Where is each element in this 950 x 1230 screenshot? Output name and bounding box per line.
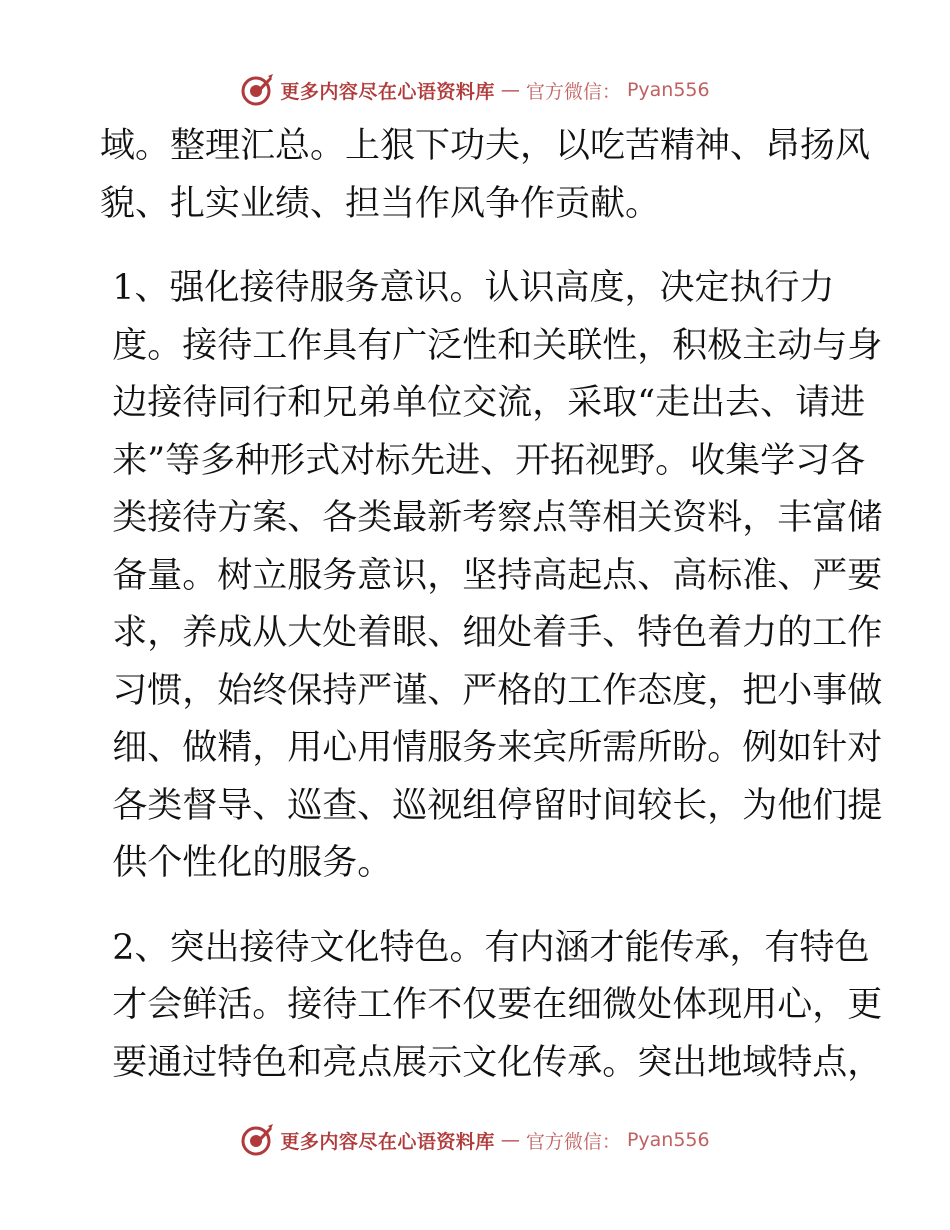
banner-wechat-label: 官方微信： bbox=[525, 80, 621, 103]
text-line: 边接待同行和兄弟单位交流，采取“走出去、请进 bbox=[112, 383, 866, 423]
paragraph-item-2 bbox=[100, 920, 883, 1093]
banner-main-text: 更多内容尽在心语资料库 bbox=[280, 80, 495, 103]
paragraph-item-1 bbox=[100, 260, 883, 893]
header-banner bbox=[0, 70, 950, 110]
banner-main-text: 更多内容尽在心语资料库 bbox=[280, 1130, 495, 1153]
banner-dash: — bbox=[500, 79, 520, 101]
text-line: 才会鲜活。接待工作不仅要在细微处体现用心，更 bbox=[112, 985, 883, 1025]
banner-wechat-id: Pyan556 bbox=[626, 79, 710, 101]
text-line: 备量。树立服务意识，坚持高起点、高标准、严要 bbox=[112, 555, 883, 596]
text-line: 域。整理汇总。上狠下功夫，以吃苦精神、昂扬风 bbox=[100, 126, 871, 166]
banner-dash: — bbox=[500, 1129, 520, 1151]
text-line: 度。接待工作具有广泛性和关联性，积极主动与身 bbox=[112, 325, 883, 366]
text-line: 各类督导、巡查、巡视组停留时间较长，为他们提 bbox=[112, 785, 883, 826]
quill-logo-icon bbox=[240, 1123, 274, 1157]
quill-logo-icon bbox=[240, 73, 274, 107]
text-line: 类接待方案、各类最新考察点等相关资料，丰富储 bbox=[112, 498, 883, 538]
body-text bbox=[100, 118, 883, 1092]
text-line: 细、做精，用心用情服务来宾所需所盼。例如针对 bbox=[112, 728, 883, 768]
text-line: 来”等多种形式对标先进、开拓视野。收集学习各 bbox=[112, 440, 866, 481]
text-line: 要通过特色和亮点展示文化传承。突出地域特点， bbox=[112, 1042, 883, 1083]
text-line: 求，养成从大处着眼、细处着手、特色着力的工作 bbox=[112, 613, 883, 653]
text-line: 习惯，始终保持严谨、严格的工作态度，把小事做 bbox=[112, 670, 883, 711]
text-line: 供个性化的服务。 bbox=[112, 843, 393, 883]
footer-banner bbox=[0, 1120, 950, 1160]
paragraph-intro bbox=[100, 118, 871, 233]
text-line: 1、强化接待服务意识。认识高度，决定执行力 bbox=[112, 268, 835, 308]
banner-wechat-id: Pyan556 bbox=[626, 1129, 710, 1151]
text-line: 2、突出接待文化特色。有内涵才能传承，有特色 bbox=[112, 927, 870, 968]
banner-wechat-label: 官方微信： bbox=[525, 1130, 621, 1153]
text-line: 貌、扎实业绩、担当作风争作贡献。 bbox=[100, 183, 661, 224]
